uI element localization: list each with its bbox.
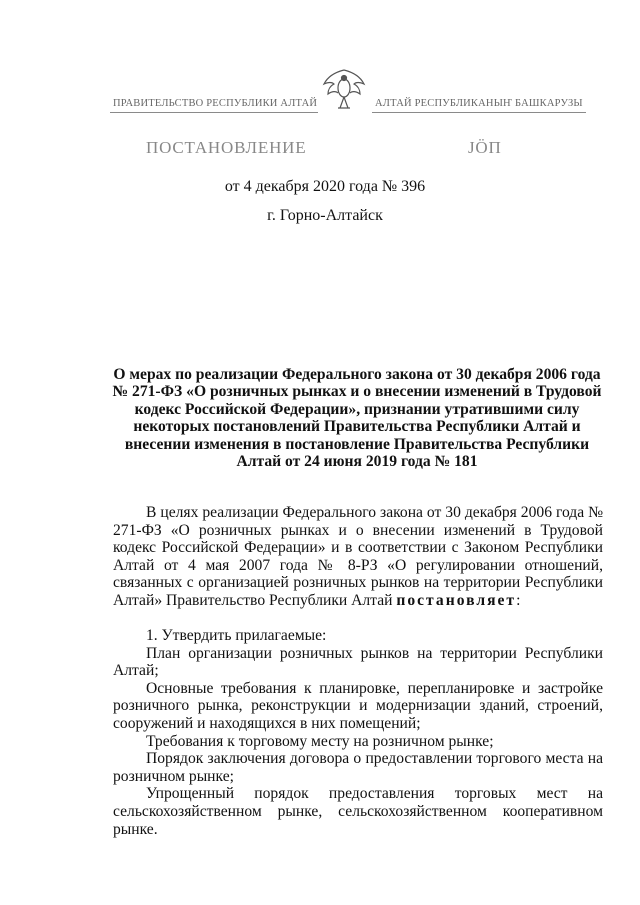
document-date-number: от 4 декабря 2020 года № 396 [224, 178, 426, 195]
list-item: 1. Утвердить прилагаемые: [146, 627, 327, 644]
preamble-text: В целях реализации Федерального закона от 30 декабря 2006 года № 271-ФЗ «О розничных рынках и о внесении изменений в Трудовой кодекс Российской Федерации» и в соответствии с Законом Республики Алтай от 4 мая 2007 года № 8-РЗ «О регулировании отношений, связанных с организацией розничных рынков на территории Республики Алтай» Правительство Республики Алтай [113, 504, 603, 609]
document-type-russian: ПОСТАНОВЛЕНИЕ [146, 138, 307, 157]
list-item: Порядок заключения договора о предоставлении торгового места на розничном рынке; [113, 750, 603, 785]
government-name-russian: ПРАВИТЕЛЬСТВО РЕСПУБЛИКИ АЛТАЙ [113, 98, 318, 109]
list-item: Упрощенный порядок предоставления торговых мест на сельскохозяйственном рынке, сельскохозяйственном кооперативном рынке. [113, 785, 603, 838]
header-divider-right [372, 112, 586, 113]
document-title: О мерах по реализации Федерального закона от 30 декабря 2006 года № 271-ФЗ «О розничных рынках и о внесении изменений в Трудовой кодекс Российской Федерации», признании утратившими силу некоторых постановлений Правительства Республики Алтай и внесении изменения в постановление Правительства Республики Алтай от 24 июня 2019 года № 181 [112, 366, 602, 471]
document-type-altai: ЈӦП [468, 138, 502, 157]
list-item: Основные требования к планировке, перепланировке и застройке розничного рынка, реконструкции и модернизации зданий, строений, сооружений и находящихся в них помещений; [113, 679, 603, 732]
coat-of-arms-icon [318, 66, 370, 114]
document-city: г. Горно-Алтайск [267, 207, 383, 224]
preamble-verb: постановляет [396, 591, 517, 609]
resolution-items [113, 627, 603, 838]
preamble-paragraph [113, 504, 603, 610]
header-divider-left [110, 112, 318, 113]
preamble-end: : [516, 591, 521, 609]
government-name-altai: АЛТАЙ РЕСПУБЛИКАНЫҤ БАШКАРУЗЫ [375, 98, 583, 109]
list-item: План организации розничных рынков на территории Республики Алтай; [113, 644, 603, 680]
list-item: Требования к торговому месту на розничном рынке; [146, 732, 494, 750]
